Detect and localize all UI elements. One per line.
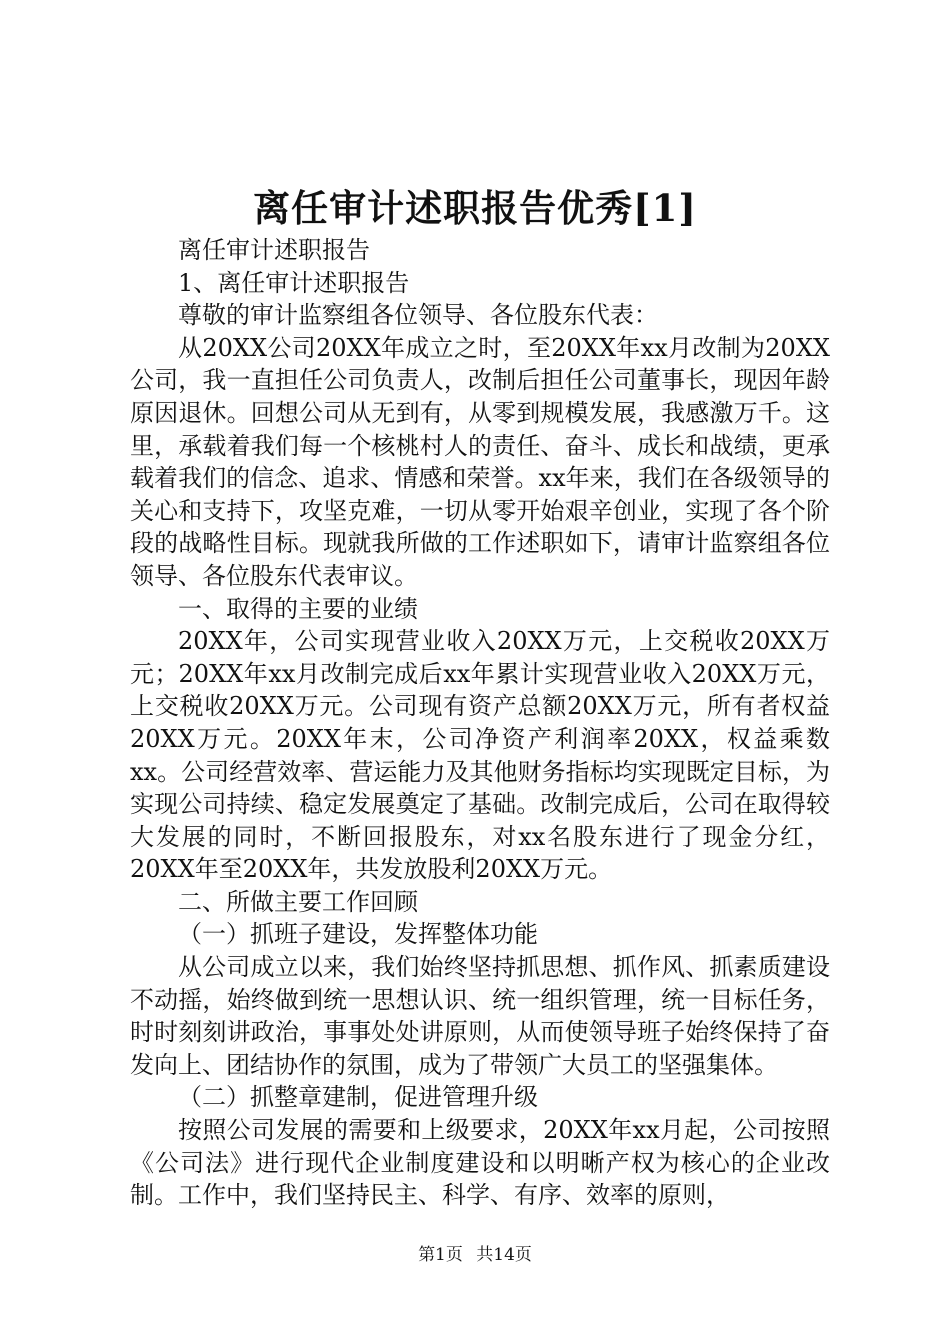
subsection-heading: （二）抓整章建制，促进管理升级 (178, 1083, 538, 1112)
document-body (130, 234, 830, 1212)
paragraph: 离任审计述职报告 (178, 236, 370, 264)
paragraph: 1、离任审计述职报告 (178, 268, 410, 297)
paragraph: 按照公司发展的需要和上级要求，20XX年xx月起，公司按照《公司法》进行现代企业制度建设和以明晰产权为核心的企业改制。工作中，我们坚持民主、科学、有序、效率的原则， (130, 1116, 830, 1210)
paragraph: 从公司成立以来，我们始终坚持抓思想、抓作风、抓素质建设不动摇，始终做到统一思想认识、统一组织管理，统一目标任务，时时刻刻讲政治，事事处处讲原则，从而使领导班子始终保持了奋发向上、团结协作的氛围，成为了带领广大员工的坚强集体。 (130, 953, 830, 1079)
paragraph: 从20XX公司20XX年成立之时，至20XX年xx月改制为20XX公司，我一直担任公司负责人，改制后担任公司董事长，现因年龄原因退休。回想公司从无到有，从零到规模发展，我感激万千。这里，承载着我们每一个核桃村人的责任、奋斗、成长和战绩，更承载着我们的信念、追求、情感和荣誉。xx年来，我们在各级领导的关心和支持下，攻坚克难，一切从零开始艰辛创业，实现了各个阶段的战略性目标。现就我所做的工作述职如下，请审计监察组各位领导、各位股东代表审议。 (130, 333, 830, 590)
page-footer (0, 1243, 950, 1267)
page-total: 共14页 (476, 1245, 532, 1265)
page-number: 第1页 (418, 1245, 463, 1265)
paragraph: 20XX年，公司实现营业收入20XX万元，上交税收20XX万元；20XX年xx月改制完成后xx年累计实现营业收入20XX万元，上交税收20XX万元。公司现有资产总额20XX万元，所有者权益20XX万元。20XX年末，公司净资产利润率20XX，权益乘数xx。公司经营效率、营运能力及其他财务指标均实现既定目标，为实现公司持续、稳定发展奠定了基础。改制完成后，公司在取得较大发展的同时，不断回报股东，对xx名股东进行了现金分红，20XX年至20XX年，共发放股利20XX万元。 (130, 627, 830, 884)
paragraph: 尊敬的审计监察组各位领导、各位股东代表： (178, 301, 658, 330)
subsection-heading: （一）抓班子建设，发挥整体功能 (178, 920, 538, 949)
section-heading: 一、取得的主要的业绩 (178, 594, 418, 623)
document-title: 离任审计述职报告优秀[1] (253, 186, 697, 230)
section-heading: 二、所做主要工作回顾 (178, 887, 418, 916)
